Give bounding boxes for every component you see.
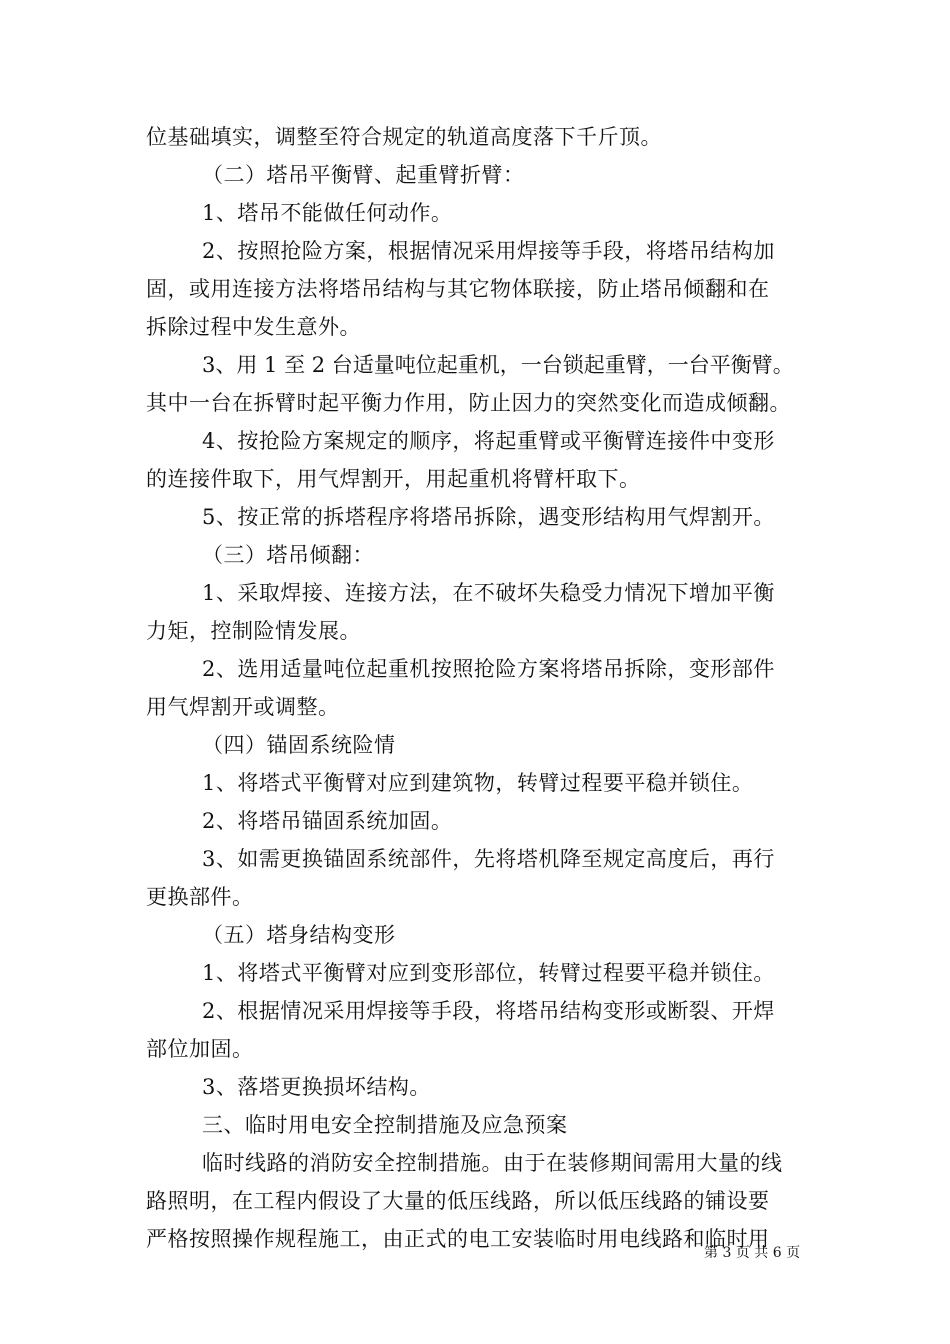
paragraph-line: 力矩，控制险情发展。: [146, 619, 361, 643]
paragraph-line: 2、将塔吊锚固系统加固。: [202, 809, 453, 833]
paragraph-line: 4、按抢险方案规定的顺序，将起重臂或平衡臂连接件中变形: [202, 429, 775, 453]
paragraph-line: 2、按照抢险方案，根据情况采用焊接等手段，将塔吊结构加: [202, 239, 775, 263]
paragraph-line: 位基础填实，调整至符合规定的轨道高度落下千斤顶。: [146, 125, 662, 149]
paragraph-line: 更换部件。: [146, 885, 254, 909]
paragraph-line: 1、塔吊不能做任何动作。: [202, 201, 453, 225]
section-heading: （五）塔身结构变形: [202, 923, 396, 947]
paragraph-line: 2、根据情况采用焊接等手段，将塔吊结构变形或断裂、开焊: [202, 999, 775, 1023]
paragraph-line: 固，或用连接方法将塔吊结构与其它物体联接，防止塔吊倾翻和在: [146, 277, 770, 301]
paragraph-line: 3、落塔更换损坏结构。: [202, 1075, 431, 1099]
paragraph-line: 用气焊割开或调整。: [146, 695, 340, 719]
paragraph-line: 严格按照操作规程施工，由正式的电工安装临时用电线路和临时用: [146, 1227, 770, 1251]
paragraph-line: 1、采取焊接、连接方法，在不破坏失稳受力情况下增加平衡: [202, 581, 775, 605]
section-heading: （二）塔吊平衡臂、起重臂折臂：: [202, 163, 525, 187]
paragraph-line: 临时线路的消防安全控制措施。由于在装修期间需用大量的线: [202, 1151, 783, 1175]
paragraph-line: 其中一台在拆臂时起平衡力作用，防止因力的突然变化而造成倾翻。: [146, 391, 791, 415]
section-heading: （三）塔吊倾翻：: [202, 543, 374, 567]
paragraph-line: 1、将塔式平衡臂对应到建筑物，转臂过程要平稳并锁住。: [202, 771, 754, 795]
section-heading: （四）锚固系统险情: [202, 733, 396, 757]
paragraph-line: 2、选用适量吨位起重机按照抢险方案将塔吊拆除，变形部件: [202, 657, 775, 681]
paragraph-line: 部位加固。: [146, 1037, 254, 1061]
paragraph-line: 3、如需更换锚固系统部件，先将塔机降至规定高度后，再行: [202, 847, 775, 871]
page-number: 第 3 页 共 6 页: [704, 1245, 801, 1261]
section-heading: 三、临时用电安全控制措施及应急预案: [202, 1113, 568, 1137]
paragraph-line: 1、将塔式平衡臂对应到变形部位，转臂过程要平稳并锁住。: [202, 961, 775, 985]
paragraph-line: 5、按正常的拆塔程序将塔吊拆除，遇变形结构用气焊割开。: [202, 505, 775, 529]
paragraph-line: 路照明，在工程内假设了大量的低压线路，所以低压线路的铺设要: [146, 1189, 770, 1213]
paragraph-line: 拆除过程中发生意外。: [146, 315, 361, 339]
paragraph-line: 3、用 1 至 2 台适量吨位起重机，一台锁起重臂，一台平衡臂。: [202, 353, 794, 377]
paragraph-line: 的连接件取下，用气焊割开，用起重机将臂杆取下。: [146, 467, 641, 491]
